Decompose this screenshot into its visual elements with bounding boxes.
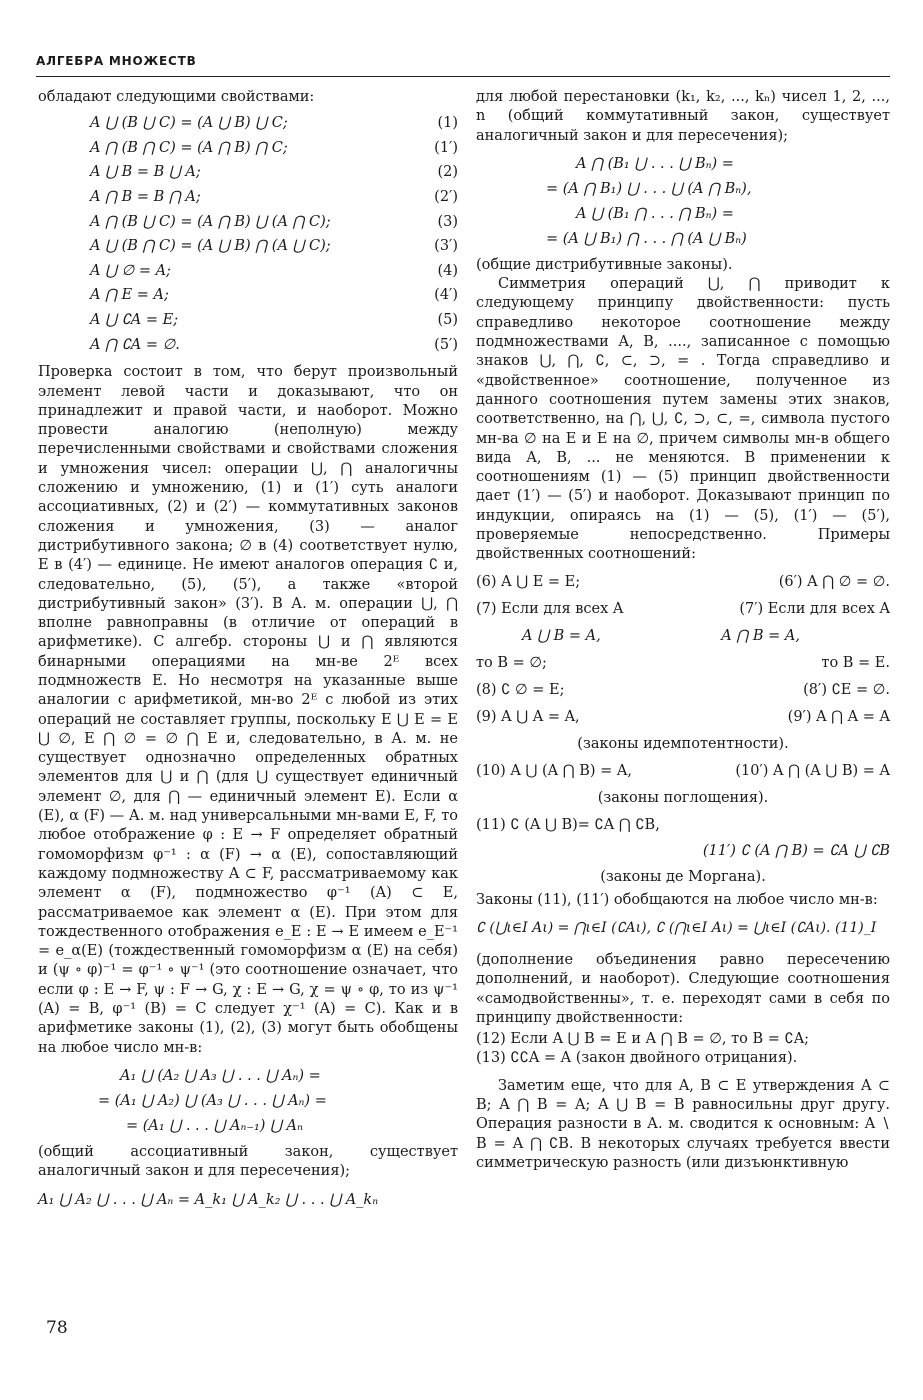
equation-2p: A ⋂ B = B ⋂ A; (2′) [90, 189, 458, 206]
running-header [36, 52, 890, 77]
example-6: (6) A ⋃ E = E; (6′) A ⋂ ∅ = ∅. [476, 573, 890, 590]
distrib-line-2: = (A ⋂ B₁) ⋃ . . . ⋃ (A ⋂ Bₙ), [546, 180, 752, 197]
general-demorgan-formula: ∁ (⋃ι∈I Aι) = ⋂ι∈I (∁Aι), ∁ (⋂ι∈I Aι) = ⋃ι∈I (∁Aι). (11)_I [476, 919, 877, 936]
example-11p: (11′) ∁ (A ⋂ B) = ∁A ⋃ ∁B [702, 842, 890, 859]
distributive-block [546, 152, 890, 252]
generalization-text: Законы (11), (11′) обобщаются на любое число мн-в: [476, 891, 878, 908]
example-10: (10) A ⋃ (A ⋂ B) = A, (10′) A ⋂ (A ⋃ B) = A [476, 762, 890, 779]
example-7: (7) Если для всех A (7′) Если для всех A [476, 600, 890, 617]
equation-2: A ⋃ B = B ⋃ A; (2) [90, 164, 458, 181]
right-column [476, 88, 890, 1173]
assoc-line-2: = (A₁ ⋃ A₂) ⋃ (A₃ ⋃ . . . ⋃ Aₙ) = [98, 1092, 327, 1109]
proof-paragraph: Проверка состоит в том, что берут произвольный элемент левой части и доказывают, что он принадлежит и правой части, и наоборот. Можно провести аналогию (неполную) между перечисленными свойствами и свойствами сложения и умножения чисел: операции ⋃, ⋂ аналогичны сложению и умножению, (1) и (1′) суть аналоги ассоциативных, (2) и (2′) — коммутативных законов сложения и умножения, (3) — аналог дистрибутивного закона; ∅ в (4) соответствует нулю, E в (4′) — единице. Не имеют аналогов операция ∁ и, следовательно, (5), (5′), а также «второй дистрибутивный закон» (3′). В А. м. операции ⋃, ⋂ вполне равноправны (в отличие от операций в арифметике). С алгебр. стороны ⋃ и ⋂ являются бинарными операциями на мн-ве 2ᴱ всех подмножеств E. Но несмотря на указанные выше аналогии с арифметикой, мн-во 2ᴱ с любой из этих операций не составляет группы, поскольку E ⋃ E = E ⋃ ∅, E ⋂ ∅ = ∅ ⋂ E и, следовательно, в А. м. не существует однозначно определенных обратных элементов для ⋃ и ⋂ (для ⋃ существует единичный элемент ∅, для ⋂ — единичный элемент E). Если α (E), α (F) — А. м. над универсальными мн-вами E, F, то любое отображение φ : E → F определяет обратный гомоморфизм φ⁻¹ : α (F) → α (E), сопоставляющий каждому подмножеству A ⊂ F, рассматриваемому как элемент α (F), подмножество φ⁻¹ (A) ⊂ E, рассматриваемое как элемент α (E). При этом для тождественного отображения e_E : E → E имеем e_E⁻¹ = e_α(E) (тождественный гомоморфизм α (E) на себя) и (ψ ∘ φ)⁻¹ = φ⁻¹ ∘ ψ⁻¹ (это соотношение означает, что если φ : E → F, ψ : F → G, χ : E → G, χ = ψ ∘ φ, то из ψ⁻¹ (A) = B, φ⁻¹ (B) = C следует χ⁻¹ (A) = C). Как и в арифметике законы (1), (2), (3) могут быть обобщены на любое число мн-в: [38, 364, 458, 1056]
difference-paragraph: Заметим еще, что для A, B ⊂ E утверждения A ⊂ B; A ⋂ B = A; A ⋃ B = B равносильны друг другу. Операция разности в А. м. сводится к основным: A ∖ B = A ⋂ ∁B. В некоторых случаях требуется ввести симметрическую разность (или дизъюнктивную [476, 1077, 890, 1171]
commutative-note: для любой перестановки (k₁, k₂, ..., kₙ) чисел 1, 2, ..., n (общий коммутативный закон, существует аналогичный закон и для пересечения); [476, 89, 890, 144]
assoc-note: (общий ассоциативный закон, существует аналогичный закон и для пересечения); [38, 1143, 458, 1180]
example-11: (11) ∁ (A ⋃ B)= ∁A ⋂ ∁B, [476, 816, 660, 833]
equation-3: A ⋂ (B ⋃ C) = (A ⋂ B) ⋃ (A ⋂ C); (3) [90, 213, 458, 230]
properties-list [90, 111, 458, 357]
equation-1: A ⋃ (B ⋃ C) = (A ⋃ B) ⋃ C; (1) [90, 115, 458, 132]
example-13: (13) ∁∁A = A (закон двойного отрицания). [476, 1050, 798, 1067]
dual-examples [476, 569, 890, 891]
example-8: (8) ∁ ∅ = E; (8′) ∁E = ∅. [476, 681, 890, 698]
absorption-label: (законы поглощения). [597, 789, 769, 806]
equation-4: A ⋃ ∅ = A; (4) [90, 262, 458, 279]
equation-1p: A ⋂ (B ⋂ C) = (A ⋂ B) ⋂ C; (1′) [90, 139, 458, 156]
equation-5p: A ⋂ ∁A = ∅. (5′) [90, 336, 458, 353]
header-title: АЛГЕБРА МНОЖЕСТВ [36, 54, 197, 68]
intro-text: обладают следующими свойствами: [38, 89, 315, 105]
example-12: (12) Если A ⋃ B = E и A ⋂ B = ∅, то B = ∁A; [476, 1031, 810, 1048]
equation-3p: A ⋃ (B ⋂ C) = (A ⋃ B) ⋂ (A ⋃ C); (3′) [90, 238, 458, 255]
example-7-then: то B = ∅; то B = E. [476, 654, 890, 671]
assoc-line-3: = (A₁ ⋃ . . . ⋃ Aₙ₋₁) ⋃ Aₙ [126, 1117, 303, 1134]
duality-paragraph: Симметрия операций ⋃, ⋂ приводит к следующему принципу двойственности: пусть справедливо некоторое соотношение между подмножествами A, B, ...., записанное с помощью знаков ⋃, ⋂, ∁, ⊂, ⊃, = . Тогда справедливо и «двойственное» соотношение, полученное из данного соотношения путем замены этих знаков, соответственно, на ⋂, ⋃, ∁, ⊃, ⊂, =, символа пустого мн-ва ∅ на E и E на ∅, причем символы мн-в общего вида A, B, ... не меняются. В применении к соотношениям (1) — (5) принцип двойственности дает (1′) — (5′) и наоборот. Доказывают принцип по индукции, опираясь на (1) — (5), (1′) — (5′), проверяемые непосредственно. Примеры двойственных соотношений: [476, 276, 890, 563]
demorgan-label: (законы де Моргана). [600, 868, 766, 885]
example-9: (9) A ⋃ A = A, (9′) A ⋂ A = A [476, 708, 890, 725]
equation-4p: A ⋂ E = A; (4′) [90, 287, 458, 304]
equation-5: A ⋃ ∁A = E; (5) [90, 312, 458, 329]
distrib-line-1: A ⋂ (B₁ ⋃ . . . ⋃ Bₙ) = [576, 155, 734, 172]
left-column [38, 88, 458, 1213]
distrib-line-4: = (A ⋃ B₁) ⋂ . . . ⋂ (A ⋃ Bₙ) [546, 230, 747, 247]
idempotence-label: (законы идемпотентности). [577, 735, 789, 752]
page-number: 78 [46, 1318, 68, 1338]
assoc-line-1: A₁ ⋃ (A₂ ⋃ A₃ ⋃ . . . ⋃ Aₙ) = [120, 1067, 321, 1084]
self-dual-paragraph: (дополнение объединения равно пересечению дополнений, и наоборот). Следующие соотношения «самодвойственны», т. е. переходят сами в себя по принципу двойственности: [476, 951, 890, 1026]
assoc-law-block [98, 1064, 458, 1139]
distrib-line-3: A ⋃ (B₁ ⋂ . . . ⋂ Bₙ) = [576, 205, 734, 222]
distrib-note: (общие дистрибутивные законы). [476, 256, 733, 273]
permutation-formula: A₁ ⋃ A₂ ⋃ . . . ⋃ Aₙ = A_k₁ ⋃ A_k₂ ⋃ . . . ⋃ A_kₙ [38, 1191, 379, 1208]
example-7-cond: A ⋃ B = A, A ⋂ B = A, [522, 627, 800, 644]
